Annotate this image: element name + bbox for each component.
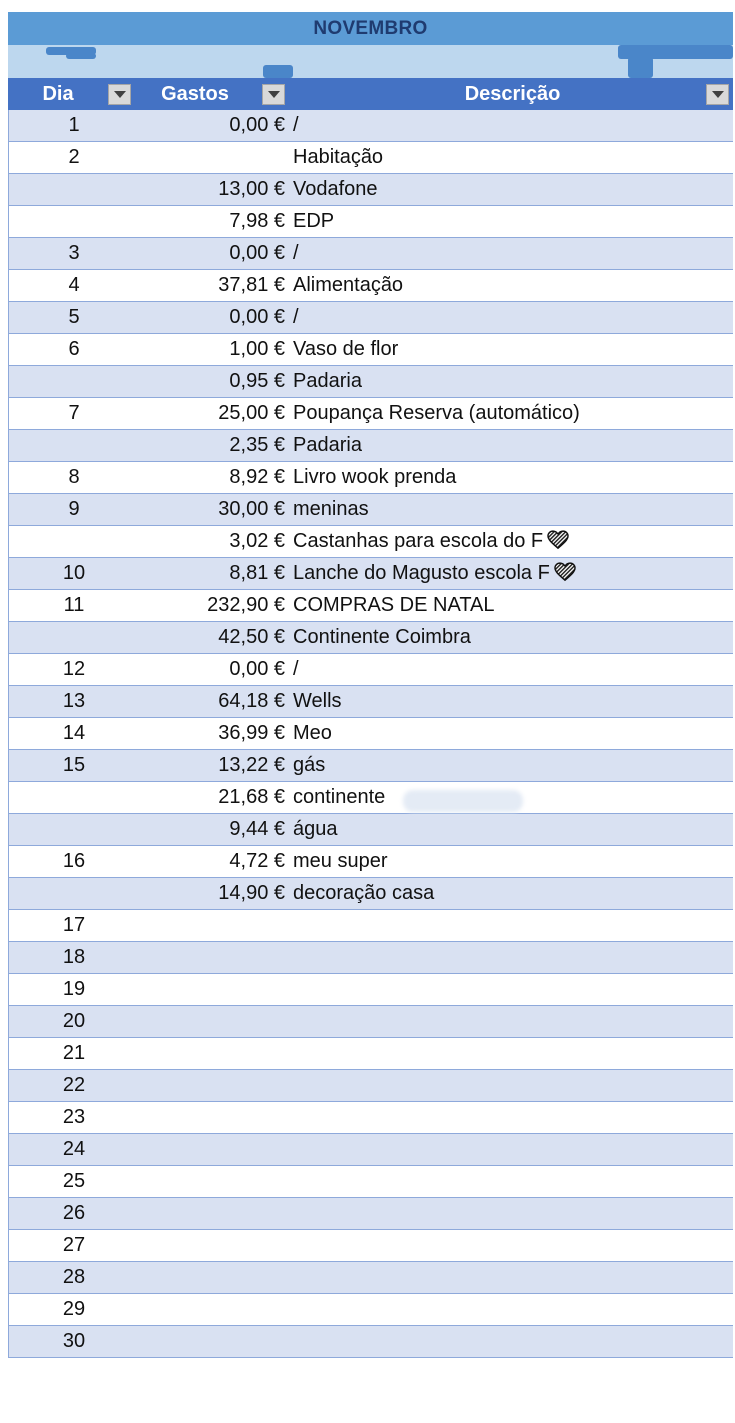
table-row[interactable]	[9, 814, 733, 846]
cell-dia[interactable]: 28	[62, 1266, 86, 1288]
cell-gastos[interactable]: 232,90 €	[207, 594, 285, 616]
table-header	[8, 78, 733, 110]
cell-descricao-text: Vaso de flor	[293, 338, 399, 360]
cell-descricao-text: /	[293, 306, 299, 328]
cell-gastos[interactable]: 13,22 €	[218, 754, 285, 776]
header-descricao-label: Descrição	[464, 82, 561, 105]
cell-dia[interactable]: 21	[62, 1042, 86, 1064]
table-row[interactable]	[9, 366, 733, 398]
cell-gastos[interactable]: 37,81 €	[218, 274, 285, 296]
table-row[interactable]	[9, 1038, 733, 1070]
cell-descricao[interactable]	[293, 466, 733, 489]
cell-descricao[interactable]	[293, 722, 733, 745]
header-dia	[8, 78, 138, 110]
cell-gastos[interactable]: 30,00 €	[218, 498, 285, 520]
cell-gastos[interactable]: 8,81 €	[229, 562, 285, 584]
month-title: NOVEMBRO	[313, 17, 428, 39]
cell-descricao-text: Alimentação	[293, 274, 404, 296]
table-body	[8, 110, 733, 1358]
cell-dia[interactable]: 4	[68, 274, 80, 296]
table-row[interactable]	[9, 1102, 733, 1134]
cell-gastos[interactable]: 0,00 €	[229, 114, 285, 136]
cell-dia[interactable]: 14	[62, 722, 86, 744]
cell-descricao-text: Meo	[293, 722, 332, 744]
month-title-bar	[8, 12, 733, 45]
cell-descricao[interactable]	[293, 146, 733, 169]
cell-gastos[interactable]: 42,50 €	[218, 626, 285, 648]
cell-gastos[interactable]: 2,35 €	[229, 434, 285, 456]
cell-dia[interactable]: 11	[63, 594, 85, 616]
table-row[interactable]	[9, 622, 733, 654]
cell-descricao[interactable]	[293, 178, 733, 201]
cell-gastos[interactable]: 0,00 €	[229, 658, 285, 680]
cell-descricao[interactable]	[293, 882, 733, 905]
redaction-band	[8, 45, 733, 78]
table-row[interactable]	[9, 270, 733, 302]
cell-descricao-text: continente	[293, 786, 386, 808]
chevron-down-icon[interactable]	[262, 84, 285, 105]
cell-dia[interactable]: 3	[68, 242, 80, 264]
heart-icon	[547, 530, 569, 550]
table-row[interactable]	[9, 878, 733, 910]
table-row[interactable]	[9, 750, 733, 782]
cell-gastos[interactable]: 9,44 €	[229, 818, 285, 840]
table-row[interactable]	[9, 302, 733, 334]
redaction-scribble	[628, 57, 653, 78]
cell-descricao[interactable]	[293, 786, 733, 809]
cell-descricao-text: água	[293, 818, 338, 840]
cell-descricao[interactable]	[293, 402, 733, 425]
cell-descricao-text: Lanche do Magusto escola F	[293, 562, 550, 584]
table-row[interactable]	[9, 846, 733, 878]
header-dia-label: Dia	[42, 82, 74, 105]
table-row[interactable]	[9, 654, 733, 686]
cell-dia[interactable]: 1	[68, 114, 80, 136]
cell-descricao-text: COMPRAS DE NATAL	[293, 594, 495, 616]
table-row[interactable]	[9, 1198, 733, 1230]
cell-descricao[interactable]	[293, 530, 733, 553]
header-descricao	[292, 78, 733, 110]
chevron-down-icon[interactable]	[108, 84, 131, 105]
cell-dia[interactable]: 23	[62, 1106, 86, 1128]
cell-gastos[interactable]: 64,18 €	[218, 690, 285, 712]
cell-descricao[interactable]	[293, 658, 733, 681]
redaction-scribble	[66, 53, 96, 59]
cell-dia[interactable]: 10	[62, 562, 86, 584]
cell-descricao-text: /	[293, 114, 299, 136]
cell-gastos[interactable]: 0,00 €	[229, 242, 285, 264]
cell-descricao-text: Castanhas para escola do F	[293, 530, 544, 552]
table-row[interactable]	[9, 782, 733, 814]
cell-descricao-text: meu super	[293, 850, 388, 872]
header-gastos-label: Gastos	[161, 82, 229, 105]
heart-icon	[554, 562, 576, 582]
table-row[interactable]	[9, 1006, 733, 1038]
table-row[interactable]	[9, 430, 733, 462]
cell-descricao[interactable]	[293, 754, 733, 777]
cell-descricao-text: Poupança Reserva (automático)	[293, 402, 580, 424]
cell-descricao-text: gás	[293, 754, 326, 776]
cell-dia[interactable]: 20	[62, 1010, 86, 1032]
table-row[interactable]	[9, 110, 733, 142]
cell-dia[interactable]: 6	[68, 338, 80, 360]
header-gastos	[138, 78, 292, 110]
cell-descricao[interactable]	[293, 498, 733, 521]
redaction-blur	[403, 790, 523, 812]
cell-descricao-text: decoração casa	[293, 882, 435, 904]
table-row[interactable]	[9, 1230, 733, 1262]
cell-gastos[interactable]: 7,98 €	[229, 210, 285, 232]
cell-descricao-text: Continente Coimbra	[293, 626, 471, 648]
cell-descricao[interactable]	[293, 690, 733, 713]
cell-descricao[interactable]	[293, 242, 733, 265]
table-row[interactable]	[9, 174, 733, 206]
cell-dia[interactable]: 29	[62, 1298, 86, 1320]
cell-descricao-text: Livro wook prenda	[293, 466, 457, 488]
table-row[interactable]	[9, 1326, 733, 1358]
table-row[interactable]	[9, 910, 733, 942]
cell-dia[interactable]: 22	[62, 1074, 86, 1096]
cell-descricao[interactable]	[293, 594, 733, 617]
chevron-down-icon[interactable]	[706, 84, 729, 105]
cell-gastos[interactable]: 0,95 €	[229, 370, 285, 392]
table-row[interactable]	[9, 142, 733, 174]
cell-gastos[interactable]: 21,68 €	[218, 786, 285, 808]
cell-descricao-text: Vodafone	[293, 178, 378, 200]
cell-dia[interactable]: 7	[68, 402, 80, 424]
cell-dia[interactable]: 30	[62, 1330, 86, 1352]
cell-gastos[interactable]: 25,00 €	[218, 402, 285, 424]
table-row[interactable]	[9, 206, 733, 238]
table-row[interactable]	[9, 1134, 733, 1166]
cell-descricao[interactable]	[293, 850, 733, 873]
cell-descricao[interactable]	[293, 210, 733, 233]
cell-gastos[interactable]: 8,92 €	[229, 466, 285, 488]
cell-dia[interactable]: 15	[62, 754, 86, 776]
cell-dia[interactable]: 17	[62, 914, 86, 936]
cell-descricao-text: /	[293, 242, 299, 264]
cell-dia[interactable]: 16	[62, 850, 86, 872]
table-row[interactable]	[9, 334, 733, 366]
table-row[interactable]	[9, 974, 733, 1006]
cell-descricao-text: /	[293, 658, 299, 680]
cell-descricao[interactable]	[293, 562, 733, 585]
table-row[interactable]	[9, 494, 733, 526]
table-row[interactable]	[9, 238, 733, 270]
table-row[interactable]	[9, 718, 733, 750]
cell-gastos[interactable]: 14,90 €	[218, 882, 285, 904]
cell-dia[interactable]: 2	[68, 146, 80, 168]
cell-dia[interactable]: 24	[62, 1138, 86, 1160]
spreadsheet	[8, 12, 733, 1358]
cell-descricao[interactable]	[293, 370, 733, 393]
cell-descricao-text: meninas	[293, 498, 369, 520]
table-row[interactable]	[9, 526, 733, 558]
cell-descricao-text: Habitação	[293, 146, 384, 168]
cell-gastos[interactable]: 13,00 €	[218, 178, 285, 200]
cell-gastos[interactable]: 0,00 €	[229, 306, 285, 328]
table-row[interactable]	[9, 590, 733, 622]
cell-descricao[interactable]	[293, 274, 733, 297]
table-row[interactable]	[9, 1262, 733, 1294]
table-row[interactable]	[9, 558, 733, 590]
cell-dia[interactable]: 12	[62, 658, 86, 680]
table-row[interactable]	[9, 1070, 733, 1102]
table-row[interactable]	[9, 398, 733, 430]
cell-dia[interactable]: 9	[68, 498, 80, 520]
cell-gastos[interactable]: 1,00 €	[229, 338, 285, 360]
cell-dia[interactable]: 26	[62, 1202, 86, 1224]
cell-descricao-text: Padaria	[293, 370, 362, 392]
cell-descricao[interactable]	[293, 306, 733, 329]
cell-dia[interactable]: 25	[62, 1170, 86, 1192]
cell-descricao-text: Padaria	[293, 434, 362, 456]
redaction-scribble	[263, 65, 293, 78]
cell-dia[interactable]: 5	[68, 306, 80, 328]
cell-dia[interactable]: 13	[62, 690, 86, 712]
cell-gastos[interactable]: 4,72 €	[229, 850, 285, 872]
table-row[interactable]	[9, 942, 733, 974]
cell-descricao[interactable]	[293, 434, 733, 457]
table-row[interactable]	[9, 686, 733, 718]
cell-descricao-text: EDP	[293, 210, 335, 232]
cell-gastos[interactable]: 36,99 €	[218, 722, 285, 744]
cell-gastos[interactable]: 3,02 €	[229, 530, 285, 552]
cell-dia[interactable]: 8	[68, 466, 80, 488]
cell-dia[interactable]: 27	[62, 1234, 86, 1256]
table-row[interactable]	[9, 1166, 733, 1198]
cell-descricao[interactable]	[293, 114, 733, 137]
cell-dia[interactable]: 19	[62, 978, 86, 1000]
cell-dia[interactable]: 18	[62, 946, 86, 968]
table-row[interactable]	[9, 462, 733, 494]
cell-descricao[interactable]	[293, 626, 733, 649]
cell-descricao[interactable]	[293, 338, 733, 361]
cell-descricao[interactable]	[293, 818, 733, 841]
table-row[interactable]	[9, 1294, 733, 1326]
cell-descricao-text: Wells	[293, 690, 342, 712]
